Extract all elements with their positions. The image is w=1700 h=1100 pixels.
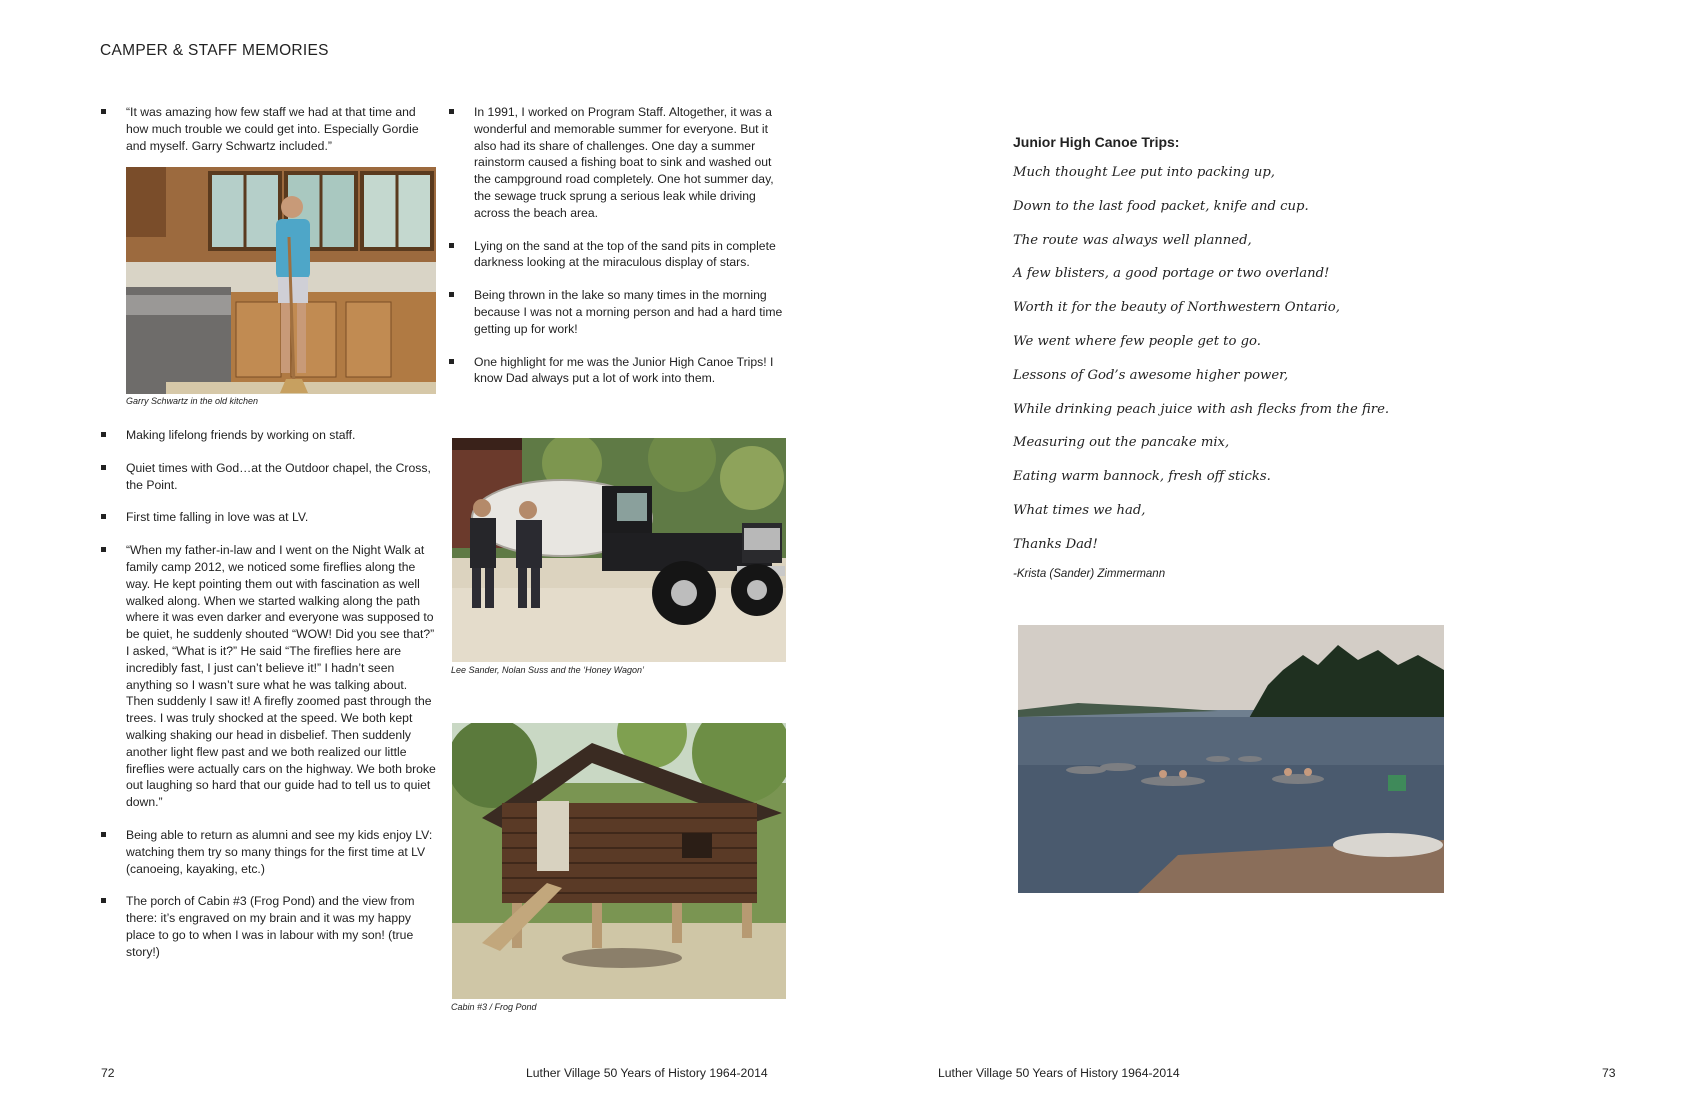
photo-caption: Garry Schwartz in the old kitchen xyxy=(126,396,259,406)
truck-photo-art xyxy=(452,438,786,662)
poem-line: Down to the last food packet, knife and cup. xyxy=(1013,198,1309,214)
page-number-left: 72 xyxy=(101,1066,115,1080)
poem-line: Lessons of God’s awesome higher power, xyxy=(1013,367,1289,383)
memory-item xyxy=(100,893,438,960)
kitchen-photo xyxy=(126,167,436,394)
cabin-photo xyxy=(452,723,786,999)
bullet-marker xyxy=(101,465,106,470)
memory-item xyxy=(448,287,788,337)
poem-line: What times we had, xyxy=(1013,502,1146,518)
running-title-left: Luther Village 50 Years of History 1964-2014 xyxy=(526,1066,768,1080)
memory-text: Making lifelong friends by working on staff. xyxy=(126,428,356,442)
poem-line: While drinking peach juice with ash flecks from the fire. xyxy=(1013,401,1390,417)
poem-line: We went where few people get to go. xyxy=(1013,333,1261,349)
poem-line: Measuring out the pancake mix, xyxy=(1013,435,1230,451)
poem xyxy=(1013,134,1513,580)
memory-item xyxy=(448,354,788,388)
section-title: CAMPER & STAFF MEMORIES xyxy=(100,42,329,59)
poem-line: Much thought Lee put into packing up, xyxy=(1013,165,1275,180)
bullet-marker xyxy=(449,243,454,248)
memory-text: “When my father-in-law and I went on the Night Walk at family camp 2012, we noticed some fireflies along the way. He kept pointing them out with fascination as well walked along. When we started walking along the path where it was even darker and everyone was supposed to be quiet, he suddenly shouted “WOW! Did you see that?” I asked, “What is it?” He said “The fireflies here are incredibly fast, I just can’t believe it!” I hadn’t seen anything so I wasn’t sure what he was talking about. Then suddenly I saw it! A firefly zoomed past through the trees. I was truly shocked at the speed. We both kept walking shaking our head in disbelief. Then suddenly another light flew past and we both realized our little fireflies were actually cars on the highway. We both broke out laughing so hard that our guide had to tell us to quiet down.” xyxy=(126,543,436,810)
bullet-marker xyxy=(101,898,106,903)
page-number-right: 73 xyxy=(1602,1066,1616,1080)
memory-text: One highlight for me was the Junior High Canoe Trips! I know Dad always put a lot of work into them. xyxy=(474,354,774,386)
bullet-marker xyxy=(449,109,454,114)
bullet-marker xyxy=(101,432,106,437)
memory-item xyxy=(100,427,438,444)
kitchen-photo-art xyxy=(126,167,436,394)
poem-line: Eating warm bannock, fresh off sticks. xyxy=(1013,469,1271,485)
cabin-photo-art xyxy=(452,723,786,999)
bullet-marker xyxy=(101,514,106,519)
memory-text: In 1991, I worked on Program Staff. Altogether, it was a wonderful and memorable summer for everyone. But it also had its share of challenges. One day a summer rainstorm caused a fishing boat to sink and washed out the campground road completely. One hot summer day, the sewage truck sprung a serious leak while driving across the beach area. xyxy=(474,105,774,220)
memory-item xyxy=(100,827,438,877)
memories-column-middle xyxy=(448,104,788,403)
memory-item xyxy=(448,238,788,272)
memory-text: Lying on the sand at the top of the sand pits in complete darkness looking at the miraculous display of stars. xyxy=(474,238,776,270)
bullet-marker xyxy=(101,109,106,114)
memory-item xyxy=(100,460,438,494)
memory-item xyxy=(448,104,788,222)
memory-text: Quiet times with God…at the Outdoor chapel, the Cross, the Point. xyxy=(126,460,431,492)
poem-line: Thanks Dad! xyxy=(1013,536,1098,552)
photo-caption: Cabin #3 / Frog Pond xyxy=(451,1002,537,1012)
memory-text: “It was amazing how few staff we had at that time and how much trouble we could get into. Especially Gordie and myself. Garry Schwartz included.” xyxy=(126,105,419,153)
poem-line: The route was always well planned, xyxy=(1013,232,1252,248)
memory-text: First time falling in love was at LV. xyxy=(126,510,309,525)
bullet-marker xyxy=(449,292,454,297)
running-title-right: Luther Village 50 Years of History 1964-2014 xyxy=(938,1066,1180,1080)
bullet-marker xyxy=(101,832,106,837)
poem-lines xyxy=(1013,164,1513,570)
memory-text: Being able to return as alumni and see my kids enjoy LV: watching them try so many things for the first time at LV (canoeing, kayaking, etc.) xyxy=(126,827,433,876)
memory-text: Being thrown in the lake so many times in the morning because I was not a morning person and had a hard time getting up for work! xyxy=(474,288,783,336)
poem-line: A few blisters, a good portage or two overland! xyxy=(1013,266,1330,282)
poem-title: Junior High Canoe Trips: xyxy=(1013,134,1180,150)
poem-author: -Krista (Sander) Zimmermann xyxy=(1013,567,1166,580)
poem-line: Worth it for the beauty of Northwestern Ontario, xyxy=(1013,300,1340,316)
bullet-marker xyxy=(449,359,454,364)
memory-item xyxy=(100,509,438,526)
canoes-on-lake-photo xyxy=(1018,625,1444,893)
canoes-photo-art xyxy=(1018,625,1444,893)
memories-column-left xyxy=(100,104,438,170)
memories-column-left-continued xyxy=(100,427,438,977)
truck-photo xyxy=(452,438,786,662)
memory-item xyxy=(100,542,438,811)
memory-item xyxy=(100,104,438,154)
memory-text: The porch of Cabin #3 (Frog Pond) and the view from there: it’s engraved on my brain and it was my happy place to go to when I was in labour with my son! (true story!) xyxy=(126,894,415,959)
photo-caption: Lee Sander, Nolan Suss and the ‘Honey Wagon’ xyxy=(451,665,644,675)
bullet-marker xyxy=(101,547,106,552)
